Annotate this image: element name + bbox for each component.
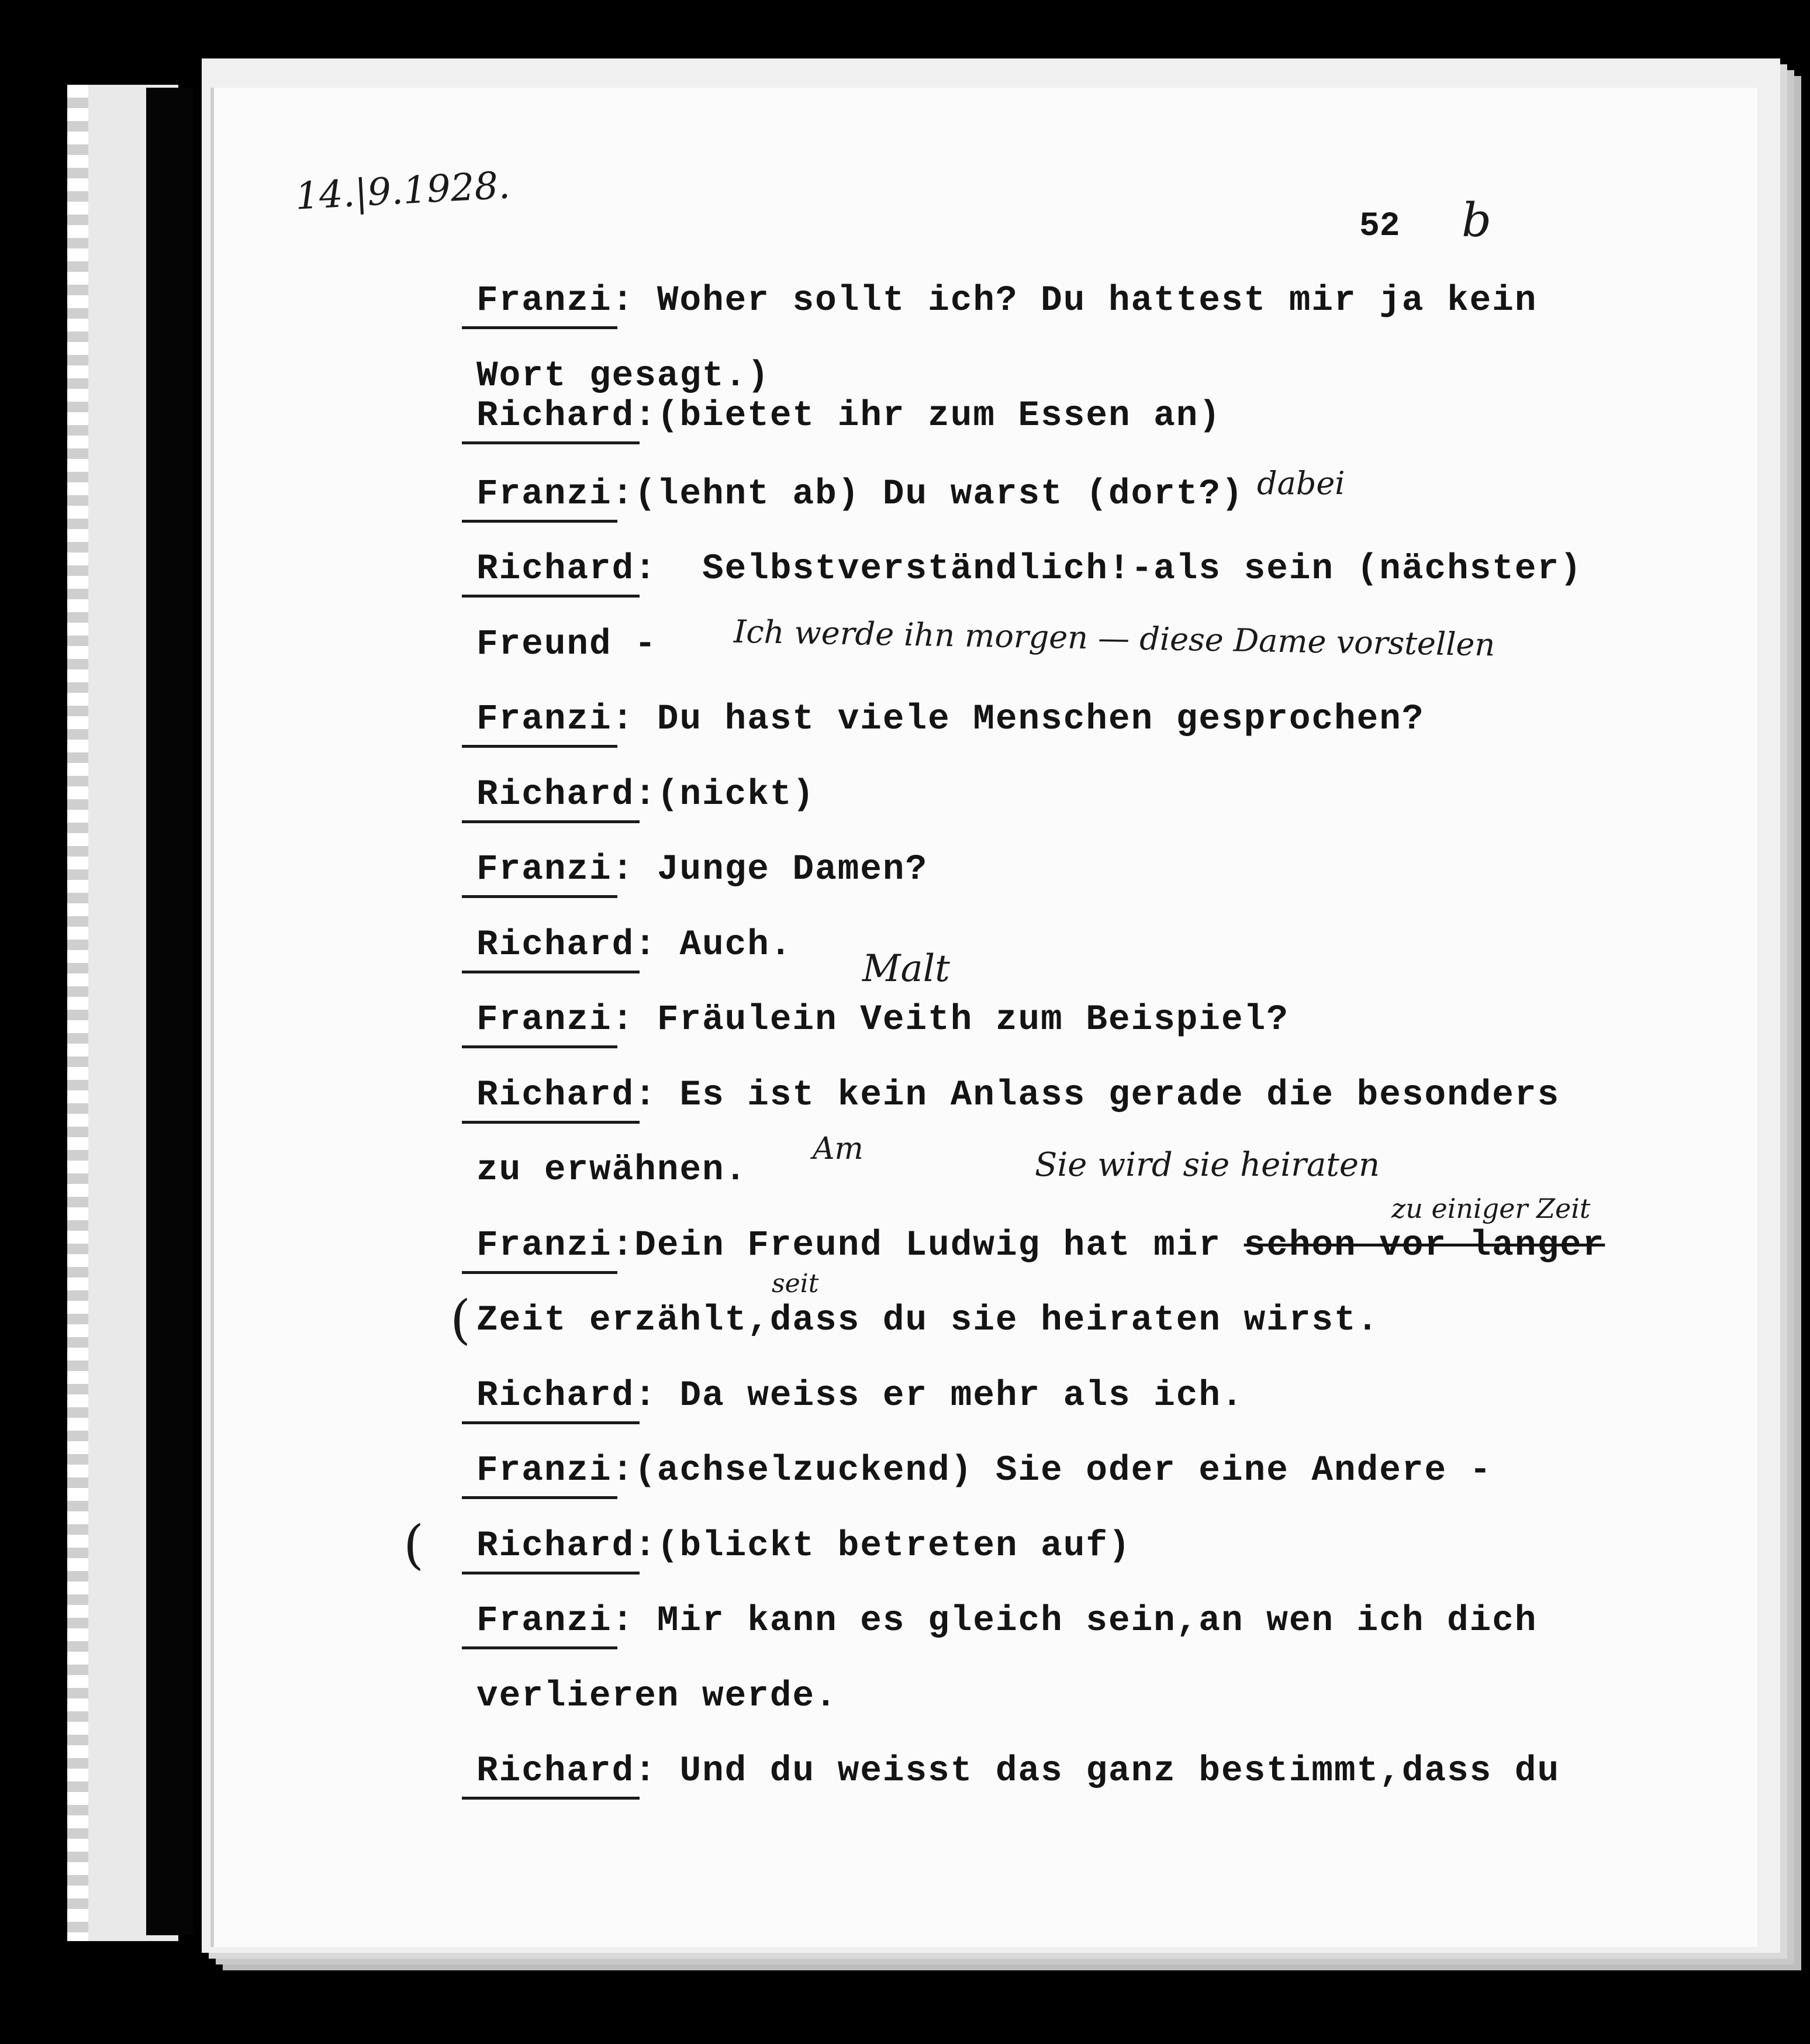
speaker-underline [462, 895, 617, 898]
speaker-name: Richard: [476, 1751, 657, 1791]
annotation-heiraten: Sie wird sie heiraten [1035, 1146, 1380, 1184]
speaker-underline [462, 595, 640, 598]
speaker-name: Franzi: [476, 1225, 635, 1266]
speaker-name: Richard: [476, 396, 657, 436]
script-line [476, 699, 1424, 740]
speaker-name: Franzi: [476, 474, 635, 515]
dialogue-text: Fräulein Veith zum Beispiel? [634, 1000, 1289, 1040]
speaker-name: Richard: [476, 924, 657, 965]
speaker-name: Franzi: [476, 1000, 635, 1040]
dialogue-text: Da weiss er mehr als ich. [657, 1375, 1244, 1416]
script-line [476, 850, 928, 890]
dialogue-text: verlieren werde. [476, 1676, 838, 1717]
annotation-am: Am [813, 1131, 863, 1166]
speaker-underline [462, 520, 617, 523]
script-line [476, 1000, 1289, 1040]
binding-shadow [146, 88, 193, 1935]
speaker-underline [462, 326, 617, 329]
dialogue-text: (bietet ihr zum Essen an) [657, 396, 1222, 436]
script-line [476, 1075, 1560, 1116]
annotation-seit: seit [772, 1269, 819, 1299]
dialogue-text: Zeit erzählt,dass du sie heiraten wirst. [476, 1300, 1380, 1341]
script-line [476, 356, 770, 396]
speaker-underline [462, 1121, 640, 1124]
dialogue-text: Auch. [657, 924, 793, 965]
dialogue-text: Du hast viele Menschen gesprochen? [634, 699, 1425, 740]
speaker-name: Franzi: [476, 1451, 635, 1491]
speaker-name: Richard: [476, 774, 657, 815]
page-number: 52 [1359, 208, 1400, 246]
speaker-name: Richard: [476, 1375, 657, 1416]
speaker-underline [462, 1421, 640, 1424]
page-suffix: b [1462, 193, 1492, 247]
speaker-underline [462, 820, 640, 823]
speaker-name: Franzi: [476, 281, 635, 321]
struck-text: schon vor langer [1243, 1225, 1605, 1266]
dialogue-text: Woher sollt ich? Du hattest mir ja kein [634, 281, 1538, 321]
dialogue-text: Junge Damen? [634, 850, 928, 890]
speaker-underline [462, 1646, 617, 1649]
handwritten-date: 14.|9.1928. [294, 164, 512, 219]
dialogue-text: Und du weisst das ganz bestimmt,dass du [657, 1751, 1560, 1791]
script-line [476, 925, 793, 965]
speaker-underline [462, 1572, 640, 1575]
script-line [476, 775, 815, 815]
margin-paren-1: ( [450, 1289, 471, 1351]
margin-paren-2: ( [403, 1514, 424, 1576]
dialogue-text: Selbstverständlich!-als sein (nächster) [657, 549, 1583, 589]
script-line [476, 396, 1221, 436]
speaker-name: Richard: [476, 549, 657, 589]
dialogue-text: (achselzuckend) Sie oder eine Andere - [634, 1451, 1493, 1491]
script-line [476, 281, 1538, 321]
annotation-zeit: zu einiger Zeit [1391, 1193, 1591, 1224]
dialogue-text: Wort gesagt.) [476, 355, 770, 396]
annotation-dabei: dabei [1257, 465, 1345, 502]
dialogue-text: Es ist kein Anlass gerade die besonders [657, 1075, 1560, 1116]
dialogue-text: (blickt betreten auf) [657, 1525, 1131, 1566]
script-line [476, 1601, 1538, 1641]
dialogue-text: Mir kann es gleich sein,an wen ich dich [634, 1601, 1538, 1641]
speaker-underline [462, 1496, 617, 1499]
speaker-name: Richard: [476, 1075, 657, 1116]
script-line [476, 1225, 1605, 1266]
dialogue-text: (lehnt ab) Du warst (dort?) [634, 474, 1244, 515]
script-line [476, 1676, 838, 1717]
speaker-name: Richard: [476, 1525, 657, 1566]
script-line [476, 624, 657, 665]
script-line [476, 1751, 1560, 1791]
annotation-malt: Malt [862, 947, 950, 990]
script-line [476, 1526, 1131, 1566]
speaker-underline [462, 1797, 640, 1800]
dialogue-text: Dein Freund Ludwig hat mir [634, 1225, 1222, 1266]
script-line [476, 549, 1583, 589]
dialogue-text: zu erwähnen. [476, 1150, 748, 1190]
speaker-name: Franzi: [476, 850, 635, 890]
speaker-name: Franzi: [476, 1601, 635, 1641]
speaker-name: Franzi: [476, 699, 635, 740]
script-line [476, 1150, 747, 1190]
script-line [476, 1451, 1492, 1491]
annotation-freund: Ich werde ihn morgen — diese Dame vorstellen [733, 613, 1495, 664]
dialogue-text: Freund - [476, 624, 657, 665]
speaker-underline [462, 1271, 617, 1274]
speaker-underline [462, 971, 640, 973]
script-line [476, 474, 1244, 515]
script-line [476, 1300, 1379, 1341]
speaker-underline [462, 745, 617, 748]
dialogue-text: (nickt) [657, 774, 816, 815]
speaker-underline [462, 1045, 617, 1048]
script-line [476, 1376, 1244, 1416]
speaker-underline [462, 441, 640, 444]
